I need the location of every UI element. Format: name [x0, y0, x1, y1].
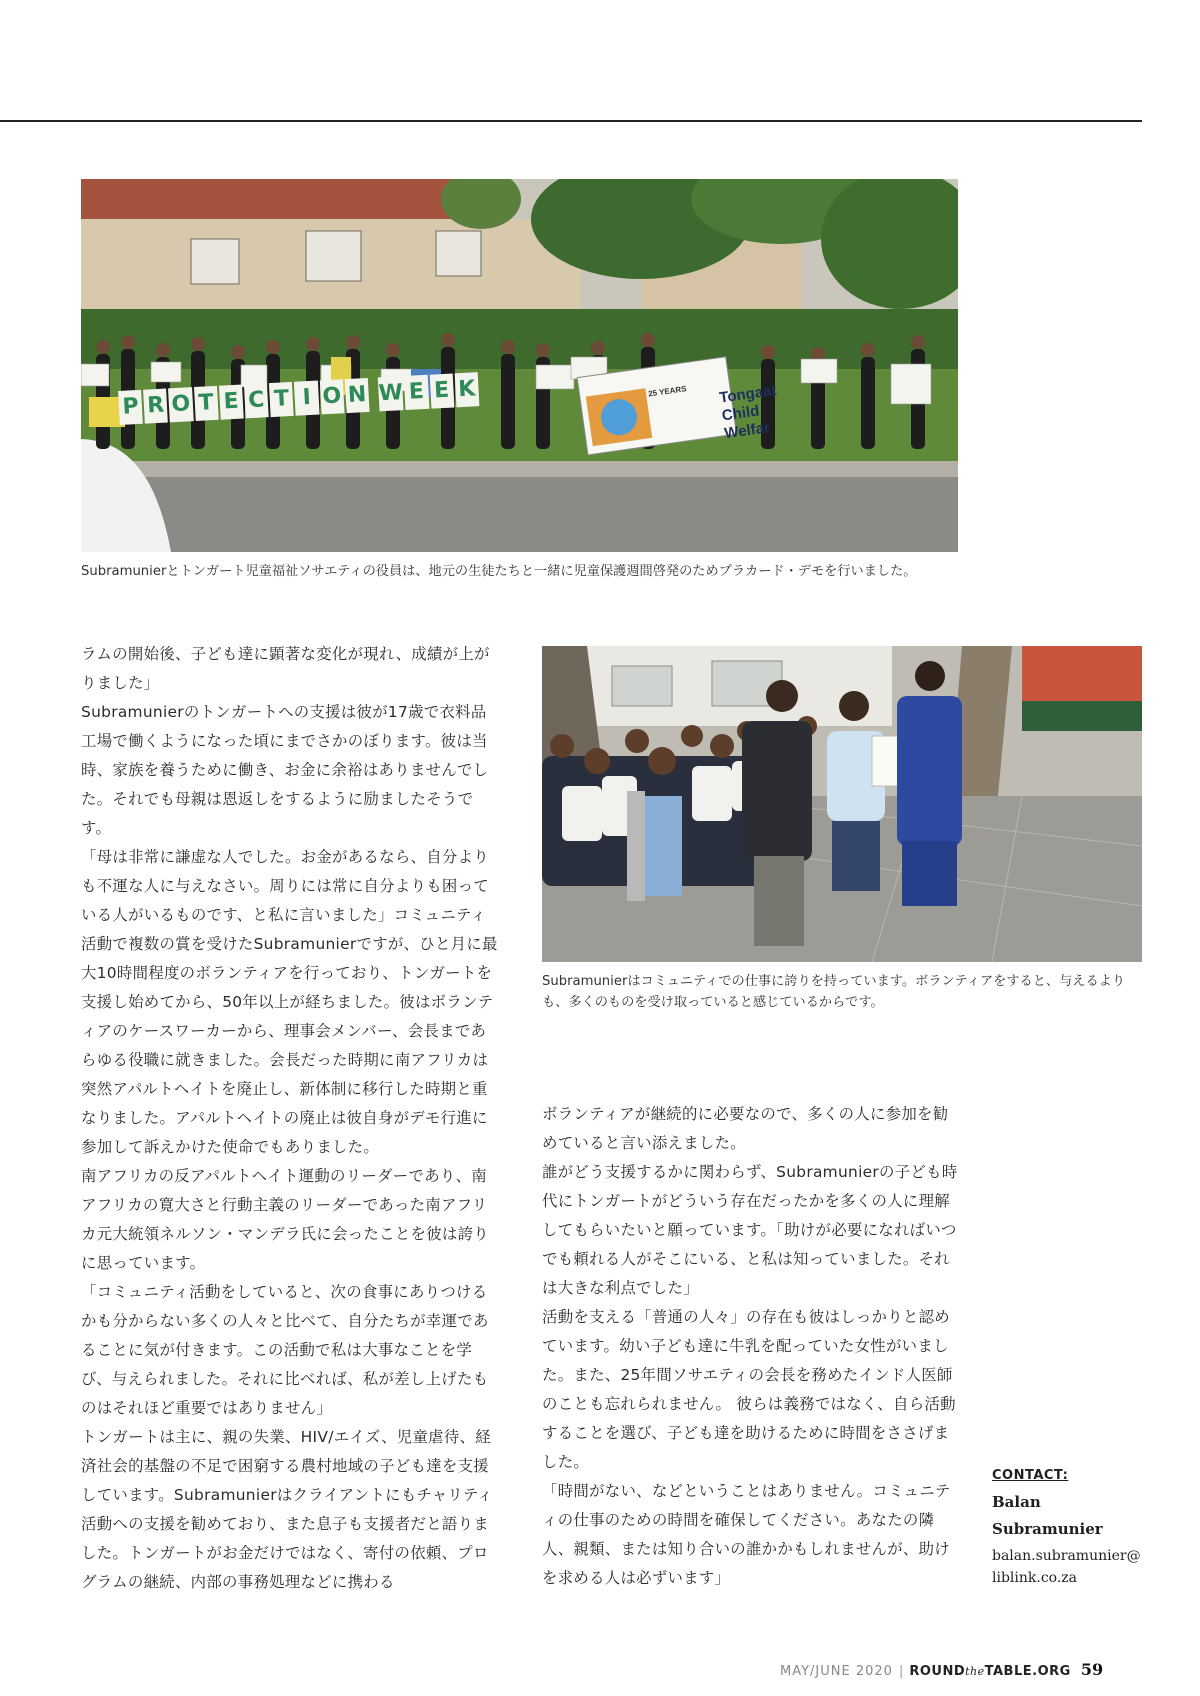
- paragraph: ボランティアが継続的に必要なので、多くの人に参加を勧めていると言い添えました。: [542, 1105, 949, 1152]
- award-photo-illustration: [542, 646, 1142, 962]
- banner-letter: E: [429, 374, 454, 409]
- site-suffix: TABLE.ORG: [984, 1664, 1071, 1679]
- paragraph: 「コミュニティ活動をしていると、次の食事にありつけるかも分からない多くの人々と比べて、自分たちが幸運であることに気が付きます。この活動で私は大事なことを学び、与えられました。それに比べれば、私が差し上げたものはそれほど重要ではありません」: [81, 1283, 489, 1417]
- paragraph: 「時間がない、などということはありません。コミュニティの仕事のための時間を確保してください。あなたの隣人、親類、または知り合いの誰かかもしれませんが、助けを求める人は必ずいます」: [542, 1482, 951, 1587]
- banner-letter: K: [454, 372, 479, 407]
- article-column-left: [81, 640, 499, 1597]
- banner-letter: N: [345, 378, 370, 413]
- tongaat-sign-small: 25 YEARS: [647, 384, 688, 399]
- footer-separator: |: [898, 1664, 904, 1679]
- page-footer: [780, 1660, 1104, 1679]
- contact-name-last: Subramunier: [992, 1520, 1103, 1538]
- banner-letter: W: [378, 376, 404, 411]
- banner-letter: O: [319, 379, 344, 414]
- site-name[interactable]: [909, 1664, 1070, 1679]
- contact-name-first: Balan: [992, 1493, 1041, 1511]
- contact-label: CONTACT:: [992, 1468, 1069, 1483]
- contact-email-line: liblink.co.za: [992, 1570, 1078, 1586]
- banner-letter: I: [294, 381, 319, 416]
- protest-photo-illustration: [81, 179, 958, 552]
- banner-letter: P: [118, 390, 143, 425]
- award-photo: [542, 646, 1142, 962]
- issue-date: MAY/JUNE 2020: [780, 1664, 893, 1679]
- article-column-right: [542, 1100, 960, 1593]
- photo-caption-top: Subramunierとトンガート児童福祉ソサエティの役員は、地元の生徒たちと一緒に児童保護週間啓発のためプラカード・デモを行いました。: [81, 564, 917, 579]
- banner-letter: O: [168, 387, 193, 422]
- tongaat-sign: [647, 369, 805, 444]
- contact-box: [992, 1468, 1152, 1589]
- photo-caption-middle: Subramunierはコミュニティでの仕事に誇りを持っています。ボランティアをすると、与えるよりも、多くのものを受け取っていると感じているからです。: [542, 974, 1126, 1010]
- paragraph: 活動を支える「普通の人々」の存在も彼はしっかりと認めています。幼い子ども達に牛乳を配っていた女性がいました。また、25年間ソサエティの会長を務めたインド人医師のことも忘れられません。 彼らは義務ではなく、自ら活動することを選び、子ども達を助けるために時間をささげました。: [542, 1308, 956, 1471]
- banner-letter: E: [219, 385, 244, 420]
- protest-photo: [81, 179, 958, 552]
- tongaat-sign-line: Tongaat: [718, 381, 778, 407]
- paragraph: ラムの開始後、子ども達に顕著な変化が現れ、成績が上がりました」: [81, 645, 490, 692]
- site-prefix: ROUND: [909, 1664, 966, 1679]
- page-number: 59: [1080, 1660, 1104, 1679]
- site-the: the: [965, 1665, 985, 1678]
- banner-letter: T: [269, 382, 294, 417]
- contact-email[interactable]: [992, 1545, 1152, 1589]
- paragraph: Subramunierのトンガートへの支援は彼が17歳で衣料品工場で働くようになった頃にまでさかのぼります。彼は当時、家族を養うために働き、お金に余裕はありませんでした。それでも母親は恩返しをするように励ましたそうです。: [81, 703, 489, 837]
- tongaat-sign-line: Child: [720, 402, 761, 425]
- banner-letter: R: [143, 388, 168, 423]
- banner-letter: T: [194, 386, 219, 421]
- header-rule: [0, 120, 1142, 122]
- paragraph: トンガートは主に、親の失業、HIV/エイズ、児童虐待、経済社会的基盤の不足で困窮する農村地域の子ども達を支援しています。Subramunierはクライアントにもチャリティ活動への支援を勧めており、また息子も支援者だと語りました。トンガートがお金だけではなく、寄付の依頼、プログラムの継続、内部の事務処理などに携わる: [81, 1428, 493, 1591]
- banner-letter: E: [404, 375, 429, 410]
- paragraph: 誰がどう支援するかに関わらず、Subramunierの子ども時代にトンガートがどういう存在だったかを多くの人に理解してもらいたいと願っています。「助けが必要になればいつでも頼れる人がそこにいる、と私は知っていました。それは大きな利点でした」: [542, 1163, 958, 1297]
- paragraph: 南アフリカの反アパルトヘイト運動のリーダーであり、南アフリカの寛大さと行動主義のリーダーであった南アフリカ元大統領ネルソン・マンデラ氏に会ったことを彼は誇りに思っています。: [81, 1167, 489, 1272]
- paragraph: 「母は非常に謙虚な人でした。お金があるなら、自分よりも不運な人に与えなさい。周りには常に自分よりも困っている人がいるものです、と私に言いました」コミュニティ活動で複数の賞を受けたSubramunierですが、ひと月に最大10時間程度のボランティアを行っており、トンガートを支援し始めてから、50年以上が経ちました。彼はボランティアのケースワーカーから、理事会メンバー、会長まであらゆる役職に就きました。会長だった時期に南アフリカは突然アパルトヘイトを廃止し、新体制に移行した時期と重なりました。アパルトヘイトの廃止は彼自身がデモ行進に参加して訴えかけた使命でもありました。: [81, 848, 498, 1156]
- contact-email-line: balan.subramunier@: [992, 1548, 1141, 1564]
- banner-letter: C: [244, 383, 269, 418]
- tongaat-sign-line: Welfar: [723, 419, 771, 443]
